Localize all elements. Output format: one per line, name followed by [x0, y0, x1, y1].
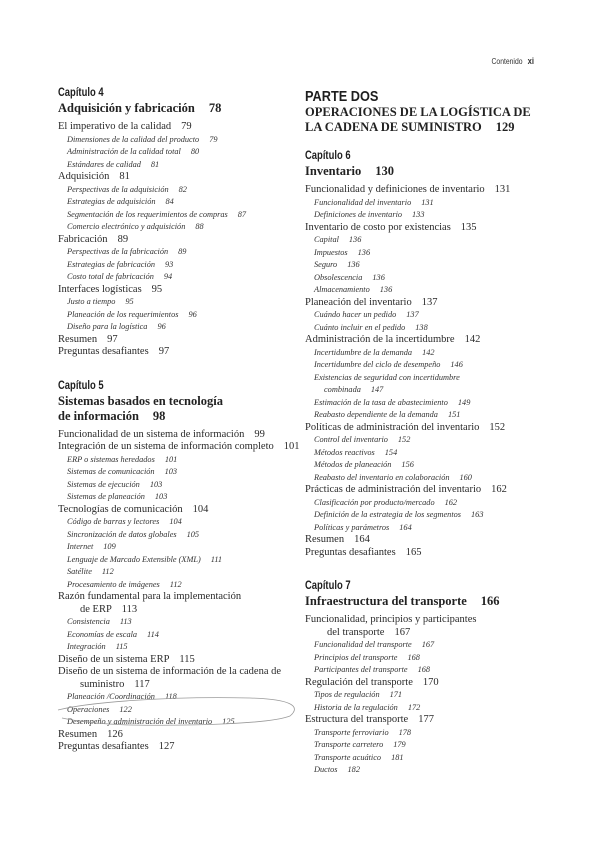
toc-page-number: 113: [121, 603, 138, 615]
toc-entry-text: Funcionalidad de un sistema de información: [58, 428, 245, 440]
toc-entry-text: Capital: [314, 235, 339, 244]
toc-subentry: [58, 479, 298, 492]
toc-subentry: [305, 372, 555, 397]
toc-entry-text: Perspectivas de la adquisición: [67, 184, 169, 194]
toc-entry-text: Preguntas desafiantes: [58, 346, 149, 357]
toc-page-number: 82: [178, 184, 187, 194]
toc-subentry: [305, 359, 555, 372]
toc-entry-text: del transporte: [327, 626, 385, 638]
chapter-label: Capítulo 5: [58, 379, 104, 392]
toc-subentry: [58, 629, 298, 642]
toc-entry-text: Consistencia: [67, 617, 110, 626]
chapter-title: [58, 394, 298, 424]
chapter-title: [58, 101, 298, 116]
toc-entry: [58, 666, 298, 691]
toc-entry-text: Reabasto dependiente de la demanda: [314, 410, 438, 419]
toc-entry: [58, 429, 298, 442]
chapter-label: Capítulo 7: [305, 580, 351, 592]
toc-page-number: 101: [164, 454, 178, 464]
toc-entry-text: El imperativo de la calidad: [58, 121, 172, 132]
toc-page-number: 146: [450, 360, 463, 369]
toc-entry: [58, 591, 298, 616]
toc-page-number: 167: [421, 640, 435, 649]
toc-entry: [58, 121, 298, 134]
toc-entry-text: Tipos de regulación: [314, 690, 380, 699]
toc-entry: [305, 422, 555, 435]
toc-subentry: [305, 752, 555, 765]
part-label: PARTE DOS: [305, 88, 379, 105]
toc-page-number: 136: [347, 260, 360, 269]
toc-entry-text: Regulación del transporte: [305, 676, 413, 688]
toc-subentry: [305, 284, 555, 297]
chapter-page: 130: [375, 164, 394, 178]
toc-entry-text: Planeación /Coordinación: [67, 692, 155, 701]
toc-page-number: 118: [164, 692, 177, 701]
toc-entry: [58, 234, 298, 247]
toc-entry: [58, 729, 298, 742]
toc-entry-text: Prácticas de administración del inventario: [305, 484, 482, 495]
toc-subentry: [305, 272, 555, 285]
toc-page-number: 109: [103, 542, 116, 551]
toc-page-number: 136: [372, 272, 385, 282]
toc-page-number: 142: [464, 334, 481, 345]
toc-entry-text: Costo total de fabricación: [67, 272, 154, 281]
toc-subentry: [58, 579, 298, 592]
toc-page-number: 103: [154, 492, 168, 501]
toc-page-number: 89: [178, 247, 187, 256]
toc-page-number: 149: [457, 397, 471, 407]
toc-page-number: 164: [354, 534, 370, 545]
toc-page-number: 131: [421, 197, 434, 207]
toc-entry: [305, 614, 555, 639]
toc-subentry: [58, 616, 298, 629]
chapter-title-text: Sistemas basados en tecnología: [58, 393, 223, 408]
toc-page-number: 96: [188, 309, 197, 319]
toc-entry: [58, 171, 298, 184]
toc-subentry: [58, 209, 298, 222]
toc-subentry: [305, 727, 555, 740]
toc-entry-text: de ERP: [80, 603, 112, 615]
toc-entry-text: Tecnologías de comunicación: [58, 503, 183, 515]
toc-entry-text: Justo a tiempo: [67, 297, 116, 306]
toc-entry-text: Transporte acuático: [314, 752, 382, 762]
toc-entry-text: Inventario de costo por existencias: [305, 221, 451, 233]
toc-page-number: 101: [283, 441, 300, 452]
chapter-page: 98: [152, 408, 166, 423]
toc-page-number: 112: [169, 579, 182, 589]
section-name: Contenido: [491, 57, 523, 66]
toc-entry-text: Resumen: [58, 728, 98, 740]
toc-entry-text: Internet: [67, 542, 94, 551]
chapter-label: Capítulo 4: [58, 87, 104, 99]
toc-entry-text: Historia de la regulación: [314, 702, 398, 712]
toc-entry-text: Obsolescencia: [314, 272, 363, 282]
toc-entry-text: Código de barras y lectores: [67, 517, 160, 526]
chapter-title-line: [58, 101, 298, 116]
toc-page-number: 93: [165, 259, 174, 269]
toc-page-number: 111: [210, 554, 223, 564]
toc-entry-text: Lenguaje de Marcado Extensible (XML): [67, 554, 201, 564]
toc-page-number: 122: [119, 704, 132, 714]
toc-subentry: [305, 247, 555, 260]
toc-page-number: 99: [254, 428, 265, 440]
toc-subentry: [305, 509, 555, 522]
toc-subentry: [58, 159, 298, 172]
toc-page-number: 115: [115, 642, 128, 651]
part-title-line: OPERACIONES DE LA LOGÍSTICA DE: [305, 105, 531, 119]
toc-entry-text: Estimación de la tasa de abastecimiento: [314, 397, 448, 407]
toc-subentry: [58, 259, 298, 272]
toc-page-number: 165: [405, 546, 422, 558]
toc-subentry: [58, 516, 298, 529]
toc-page-number: 136: [379, 285, 393, 294]
toc-subentry: [305, 259, 555, 272]
toc-page-number: 167: [394, 626, 411, 638]
toc-entry: [58, 741, 298, 754]
toc-entry: [305, 484, 555, 497]
toc-page-number: 179: [393, 740, 406, 749]
toc-page-number: 113: [119, 617, 132, 626]
toc-entry-text: Sistemas de ejecución: [67, 479, 140, 489]
toc-page-number: 96: [157, 322, 166, 331]
toc-subentry: [58, 196, 298, 209]
toc-entry-text: Seguro: [314, 260, 338, 269]
toc-page-number: 177: [418, 714, 434, 725]
toc-page-number: 137: [406, 310, 419, 319]
chapter-section: [305, 149, 555, 559]
toc-page-number: 105: [186, 529, 200, 539]
toc-entry: [58, 504, 298, 517]
toc-page-number: 162: [444, 497, 458, 507]
toc-page-number: 114: [147, 629, 159, 639]
part-title: [305, 105, 555, 135]
running-header: [492, 56, 535, 66]
toc-entry: [58, 284, 298, 297]
toc-entry: [305, 677, 555, 690]
toc-entry-text: Operaciones: [67, 704, 110, 714]
toc-entry-continuation: [314, 384, 555, 397]
toc-entry-text: Razón fundamental para la implementación: [58, 591, 242, 602]
toc-subentry: [58, 246, 298, 259]
toc-entry-text: Fabricación: [58, 233, 108, 245]
toc-entry: [305, 334, 555, 347]
toc-entry-text: Definición de la estrategia de los segmentos: [314, 510, 462, 519]
chapter-title-line: [305, 594, 555, 609]
toc-entry-text: Clasificación por producto/mercado: [314, 497, 435, 507]
toc-page-number: 170: [422, 676, 439, 688]
toc-page-number: 182: [347, 765, 360, 774]
chapter-section: [305, 579, 555, 777]
part-heading: [305, 88, 555, 135]
toc-subentry: [305, 522, 555, 535]
toc-entry-text: Administración de la incertidumbre: [305, 334, 455, 345]
toc-subentry: [58, 641, 298, 654]
toc-page-number: 136: [357, 247, 371, 257]
toc-page-number: 137: [421, 296, 438, 308]
chapter-title-line: [58, 394, 298, 409]
toc-entry-text: Comercio electrónico y adquisición: [67, 222, 186, 231]
toc-subentry: [305, 347, 555, 360]
toc-page-number: 79: [209, 134, 218, 144]
toc-page-number: 126: [107, 728, 123, 740]
toc-entry-text: combinada: [324, 385, 361, 394]
toc-page-number: 168: [407, 652, 420, 662]
toc-entry-text: Integración: [67, 642, 106, 651]
toc-subentry: [58, 554, 298, 567]
toc-subentry: [58, 271, 298, 284]
toc-entry-text: Transporte carretero: [314, 740, 384, 749]
toc-entry-text: Cuánto incluir en el pedido: [314, 322, 406, 332]
toc-page-number: 94: [163, 272, 173, 281]
toc-entry-text: Definiciones de inventario: [314, 210, 403, 219]
toc-subentry: [305, 472, 555, 485]
toc-entry-text: Diseño para la logística: [67, 322, 148, 331]
toc-entry: [305, 184, 555, 197]
toc-entry-text: Impuestos: [314, 247, 348, 257]
toc-entry: [58, 346, 298, 359]
toc-entry-text: Adquisición: [58, 171, 110, 182]
toc-subentry: [305, 434, 555, 447]
toc-entry-text: Sistemas de planeación: [67, 492, 145, 501]
toc-entry-text: Preguntas desafiantes: [58, 741, 149, 752]
toc-subentry: [305, 664, 555, 677]
toc-entry-text: Métodos reactivos: [314, 447, 375, 457]
toc-entry-text: Principios del transporte: [314, 652, 398, 662]
toc-page-number: 103: [164, 467, 178, 476]
toc-entry-continuation: [305, 627, 555, 640]
toc-entry-text: Almacenamiento: [314, 285, 370, 294]
toc-entry-text: Desempeño y administración del inventario: [67, 717, 213, 726]
chapter-title-line: [58, 409, 298, 424]
toc-subentry: [305, 459, 555, 472]
toc-entry-text: Resumen: [305, 534, 345, 545]
chapter-page: 78: [208, 101, 222, 115]
toc-subentry: [305, 197, 555, 210]
toc-entry-text: Control del inventario: [314, 435, 388, 444]
toc-subentry: [58, 454, 298, 467]
toc-entry: [305, 222, 555, 235]
toc-subentry: [58, 566, 298, 579]
toc-page-number: 87: [237, 209, 247, 219]
toc-entry: [58, 334, 298, 347]
toc-entry-text: Incertidumbre del ciclo de desempeño: [314, 360, 441, 369]
toc-subentry: [58, 184, 298, 197]
toc-subentry: [305, 322, 555, 335]
chapter-title: [305, 164, 555, 179]
chapter-label: Capítulo 6: [305, 150, 351, 162]
toc-subentry: [305, 209, 555, 222]
toc-subentry: [58, 146, 298, 159]
toc-page-number: 154: [384, 447, 398, 457]
toc-entry-text: Existencias de seguridad con incertidumbre: [314, 372, 460, 382]
toc-entry-text: Planeación del inventario: [305, 296, 412, 308]
toc-entry-text: Funcionalidad del inventario: [314, 197, 412, 207]
toc-entry: [305, 534, 555, 547]
toc-page-number: 162: [491, 484, 507, 495]
toc-entry-text: Procesamiento de imágenes: [67, 579, 160, 589]
toc-page-number: 133: [412, 210, 425, 219]
toc-entry-text: Diseño de un sistema ERP: [58, 653, 170, 665]
toc-page-number: 136: [348, 235, 362, 244]
right-column: [305, 88, 555, 797]
toc-entry-text: Perspectivas de la fabricación: [67, 247, 169, 256]
toc-subentry: [305, 497, 555, 510]
toc-page-number: 97: [158, 346, 170, 357]
toc-entry-text: Estrategias de fabricación: [67, 259, 156, 269]
toc-page-number: 135: [460, 221, 477, 233]
toc-subentry: [305, 764, 555, 777]
toc-entry-text: suministro: [80, 678, 125, 690]
toc-page-number: 115: [179, 653, 195, 665]
toc-subentry: [305, 702, 555, 715]
toc-entry: [305, 297, 555, 310]
toc-page-number: 104: [192, 503, 209, 515]
toc-page-number: 81: [119, 171, 130, 182]
toc-entry-text: Preguntas desafiantes: [305, 546, 396, 558]
toc-subentry: [58, 541, 298, 554]
toc-page-number: 142: [422, 347, 435, 357]
toc-entry: [305, 547, 555, 560]
toc-page-number: 88: [195, 222, 204, 231]
toc-page-number: 112: [101, 567, 114, 576]
toc-page-number: 81: [150, 159, 160, 169]
toc-entry-text: Estructura del transporte: [305, 714, 409, 725]
toc-subentry: [58, 691, 298, 704]
toc-page-number: 79: [181, 121, 192, 132]
toc-page-number: 117: [134, 678, 150, 690]
toc-subentry: [305, 447, 555, 460]
toc-page-number: 103: [149, 479, 163, 489]
toc-entry: [58, 441, 298, 454]
toc-page-number: 171: [389, 690, 403, 699]
toc-page-number: 164: [399, 522, 412, 532]
toc-entry-text: Políticas y parámetros: [314, 522, 390, 532]
toc-entry: [305, 714, 555, 727]
toc-page-number: 152: [489, 421, 506, 433]
toc-entry-text: Transporte ferroviario: [314, 727, 389, 737]
toc-entry-text: Políticas de administración del inventario: [305, 421, 480, 433]
page-number: xi: [527, 56, 534, 66]
chapter-title-text: Infraestructura del transporte: [305, 594, 467, 608]
toc-subentry: [305, 234, 555, 247]
toc-entry-text: Incertidumbre de la demanda: [314, 347, 413, 357]
toc-subentry: [305, 309, 555, 322]
toc-page-number: 160: [459, 472, 472, 482]
chapter-page: 166: [480, 594, 500, 608]
toc-subentry: [58, 321, 298, 334]
toc-page-number: 172: [407, 702, 421, 712]
chapter-title-line: [305, 164, 555, 179]
toc-subentry: [305, 739, 555, 752]
toc-entry-text: Funcionalidad, principios y participantes: [305, 614, 477, 625]
toc-entry-text: Participantes del transporte: [314, 665, 408, 674]
toc-entry-text: Administración de la calidad total: [67, 147, 181, 156]
toc-page-number: 131: [494, 184, 511, 195]
toc-entry-text: Métodos de planeación: [314, 460, 392, 469]
toc-page-number: 89: [117, 233, 129, 245]
toc-entry-text: Resumen: [58, 333, 98, 345]
toc-subentry: [58, 296, 298, 309]
toc-entry-text: Economías de escala: [67, 629, 138, 639]
toc-entry-text: Cuándo hacer un pedido: [314, 310, 397, 319]
toc-entry-text: Estrategias de adquisición: [67, 197, 156, 206]
part-page: 129: [495, 120, 515, 134]
chapter-title-text: de información: [58, 408, 139, 423]
toc-entry-text: Funcionalidad del transporte: [314, 640, 412, 649]
toc-page-number: 125: [222, 717, 235, 726]
toc-page-number: 138: [415, 322, 428, 332]
toc-entry-text: Reabasto del inventario en colaboración: [314, 472, 450, 482]
toc-entry: [58, 654, 298, 667]
toc-subentry: [58, 716, 298, 729]
toc-subentry: [58, 529, 298, 542]
toc-page-number: 152: [397, 435, 411, 444]
toc-subentry: [305, 397, 555, 410]
toc-page-number: 97: [107, 333, 118, 345]
toc-page-number: 80: [190, 147, 200, 156]
toc-entry-text: Dimensiones de la calidad del producto: [67, 134, 200, 144]
toc-entry-continuation: [58, 604, 298, 617]
toc-entry-text: Sistemas de comunicación: [67, 467, 155, 476]
chapter-title-text: Inventario: [305, 164, 362, 178]
part-title-line: [305, 120, 555, 135]
toc-page-number: 163: [471, 510, 484, 519]
toc-page-number: 95: [151, 283, 163, 295]
toc-subentry: [58, 704, 298, 717]
chapter-title: [305, 594, 555, 609]
toc-entry-text: ERP o sistemas heredados: [67, 454, 155, 464]
toc-page-number: 151: [447, 410, 461, 419]
toc-subentry: [58, 134, 298, 147]
toc-page-number: 168: [417, 665, 431, 674]
toc-entry-text: Planeación de los requerimientos: [67, 309, 179, 319]
toc-page-number: 181: [391, 752, 404, 762]
chapter-title-text: Adquisición y fabricación: [58, 101, 195, 115]
toc-subentry: [58, 466, 298, 479]
chapter-section: [58, 86, 298, 359]
toc-entry-continuation: [58, 679, 298, 692]
toc-entry-text: Ductos: [314, 765, 338, 774]
toc-entry-text: Funcionalidad y definiciones de inventario: [305, 184, 485, 195]
toc-subentry: [58, 491, 298, 504]
toc-page-number: 178: [398, 727, 412, 737]
toc-subentry: [305, 689, 555, 702]
toc-page-number: 95: [125, 297, 134, 306]
toc-subentry: [305, 409, 555, 422]
toc-subentry: [58, 309, 298, 322]
toc-subentry: [58, 221, 298, 234]
toc-page-number: 156: [401, 460, 414, 469]
toc-subentry: [305, 639, 555, 652]
left-column: [58, 86, 298, 774]
toc-page-number: 147: [370, 385, 384, 394]
toc-entry-text: Interfaces logísticas: [58, 283, 142, 295]
toc-entry-text: Diseño de un sistema de información de la cadena de: [58, 666, 282, 677]
chapter-section: [58, 379, 298, 754]
toc-entry-text: Estándares de calidad: [67, 159, 141, 169]
toc-entry-text: Sincronización de datos globales: [67, 529, 177, 539]
part-title-text: LA CADENA DE SUMINISTRO: [305, 120, 482, 134]
toc-page-number: 84: [165, 197, 174, 206]
toc-page-number: 127: [158, 741, 175, 752]
toc-entry-text: Satélite: [67, 567, 92, 576]
toc-entry-text: Integración de un sistema de información completo: [58, 441, 274, 452]
toc-entry-text: Segmentación de los requerimientos de compras: [67, 209, 228, 219]
toc-subentry: [305, 652, 555, 665]
toc-page-number: 104: [169, 517, 182, 526]
